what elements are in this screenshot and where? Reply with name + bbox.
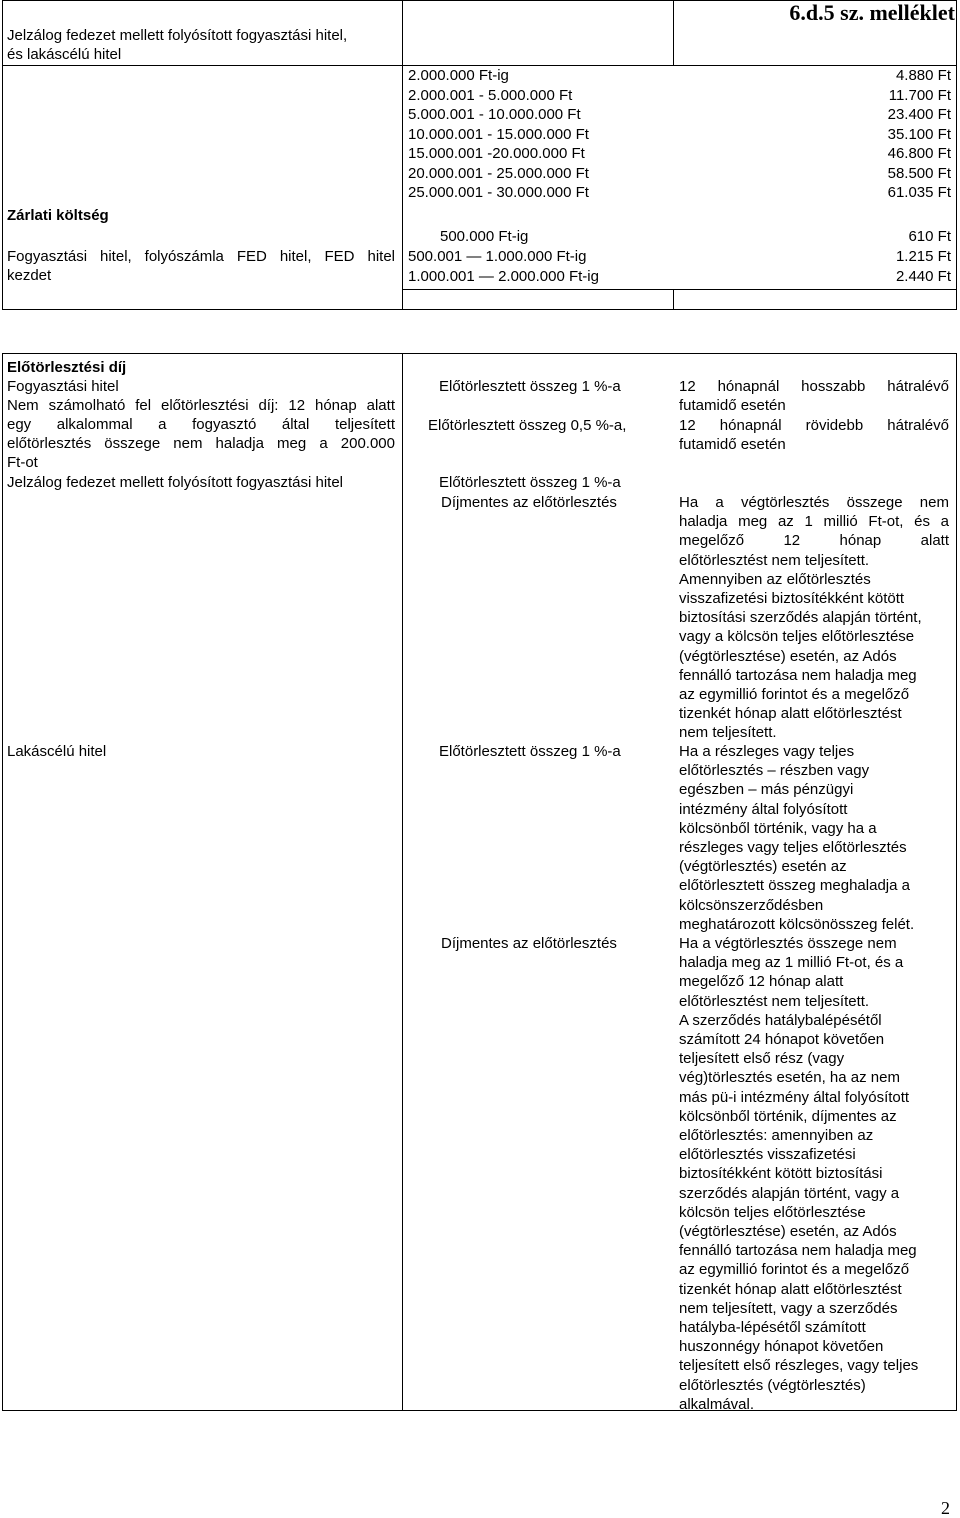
condition-line: előtörlesztés: amennyiben az <box>679 1127 874 1144</box>
condition-line: kölcsönből történik, vagy ha a <box>679 819 877 837</box>
fee-range: 500.000 Ft-ig <box>440 228 529 245</box>
condition-line: vagy a kölcsön teljes előtörlesztése <box>679 628 915 646</box>
fee-range: 1.000.001 — 2.000.000 Ft-ig <box>408 268 599 285</box>
annex-title: 6.d.5 sz. melléklet <box>789 0 955 25</box>
consumer-note-4: Ft-ot <box>7 454 38 471</box>
condition-line: előtörlesztést nem teljesített. <box>679 992 870 1010</box>
condition-line: tizenkét hónap alatt előtörlesztést <box>679 705 902 723</box>
consumer-note-3: előtörlesztés összege nem haladja meg a 200.000 <box>7 435 395 452</box>
consumer-cond-2-b: futamidő esetén <box>679 436 786 453</box>
condition-line: nem teljesített, vagy a szerződés <box>679 1299 898 1317</box>
consumer-fee-1: Előtörlesztett összeg 1 %-a <box>439 378 621 395</box>
fee-amount: 11.700 Ft <box>888 86 951 104</box>
condition-line: (végtörlesztése) esetén, az Adós <box>679 647 897 665</box>
condition-line: az egymillió forintot és a megelőző <box>679 1261 910 1279</box>
consumer-closing-title-1: Fogyasztási hitel, folyószámla FED hitel, FED hitel <box>7 248 395 265</box>
condition-line: teljesített első rész (vagy <box>679 1050 845 1068</box>
table-border <box>956 0 957 310</box>
fee-amount: 35.100 Ft <box>887 125 951 143</box>
fee-range: 25.000.001 - 30.000.000 Ft <box>408 184 589 201</box>
table-border <box>2 0 3 310</box>
condition-line: A szerződés hatálybalépésétől <box>679 1011 882 1029</box>
condition-line: Ha a végtörlesztés összege nem <box>679 494 949 511</box>
closing-cost-heading: Zárlati költség <box>7 207 109 224</box>
page-number: 2 <box>941 1498 950 1518</box>
condition-line: előtörlesztés – részben vagy <box>679 762 870 780</box>
condition-line: előtörlesztés visszafizetési <box>679 1146 856 1164</box>
mortgage-closing-title-2: és lakáscélú hitel <box>7 46 122 63</box>
consumer-note-2: egy alkalommal a fogyasztó által teljesített <box>7 416 395 433</box>
condition-line: intézmény által folyósított <box>679 800 848 818</box>
consumer-cond-2-a: 12 hónapnál rövidebb hátralévő <box>679 417 949 434</box>
fee-range: 15.000.001 -20.000.000 Ft <box>408 145 585 162</box>
condition-line: kölcsönből történik, díjmentes az <box>679 1107 897 1125</box>
condition-line: más pü-i intézmény által folyósított <box>679 1088 910 1106</box>
fee-range: 20.000.001 - 25.000.000 Ft <box>408 164 589 182</box>
mortgage-closing-title-1: Jelzálog fedezet mellett folyósított fogyasztási hitel, <box>7 27 348 44</box>
condition-line: Amennyiben az előtörlesztés <box>679 570 871 588</box>
condition-line: szerződés alapján történt, vagy a <box>679 1184 900 1202</box>
mortgage-fee: Előtörlesztett összeg 1 %-a <box>439 474 621 491</box>
fee-range: 2.000.000 Ft-ig <box>408 67 509 84</box>
prepayment-heading: Előtörlesztési díj <box>7 359 127 376</box>
condition-line: megelőző 12 hónap alatt <box>679 973 844 991</box>
fee-amount: 58.500 Ft <box>887 164 951 182</box>
table-border <box>2 353 957 354</box>
consumer-cond-1-a: 12 hónapnál hosszabb hátralévő <box>679 378 949 395</box>
consumer-loan-label: Fogyasztási hitel <box>7 378 119 395</box>
condition-line: tizenkét hónap alatt előtörlesztést <box>679 1280 902 1298</box>
table-border <box>673 289 674 310</box>
fee-range: 10.000.001 - 15.000.000 Ft <box>408 125 589 143</box>
fee-range: 2.000.001 - 5.000.000 Ft <box>408 86 573 104</box>
consumer-note-1: Nem számolható fel előtörlesztési díj: 12 hónap alatt <box>7 397 395 414</box>
condition-line: teljesített első részleges, vagy teljes <box>679 1357 919 1375</box>
housing-fee: Előtörlesztett összeg 1 %-a <box>439 743 621 760</box>
table-border <box>2 353 3 1411</box>
condition-line: (végtörlesztése) esetén, az Adós <box>679 1223 897 1240</box>
table-border <box>402 0 403 310</box>
consumer-cond-1-b: futamidő esetén <box>679 397 786 414</box>
table-border <box>403 289 956 290</box>
condition-line: fennálló tartozása nem haladja meg <box>679 1242 917 1260</box>
condition-line: biztosítási szerződés alapján történt, <box>679 609 922 627</box>
table-border <box>956 353 957 1411</box>
condition-line: megelőző 12 hónap alatt <box>679 532 949 550</box>
mortgage-free: Díjmentes az előtörlesztés <box>441 494 617 511</box>
condition-line: előtörlesztett összeg meghaladja a <box>679 877 910 895</box>
table-border <box>2 1410 957 1411</box>
fee-amount: 4.880 Ft <box>895 67 951 84</box>
table-border <box>673 0 674 66</box>
fee-amount: 61.035 Ft <box>887 184 951 201</box>
fee-range: 5.000.001 - 10.000.000 Ft <box>408 106 581 123</box>
consumer-fee-2: Előtörlesztett összeg 0,5 %-a, <box>428 417 627 434</box>
condition-line: meghatározott kölcsönösszeg felét. <box>679 915 915 933</box>
housing-loan-label: Lakáscélú hitel <box>7 743 107 760</box>
condition-line: számított 24 hónapot követően <box>679 1031 885 1048</box>
condition-line: Ha a részleges vagy teljes <box>679 743 855 760</box>
condition-line: hatályba-lépésétől számított <box>679 1319 866 1336</box>
housing-free: Díjmentes az előtörlesztés <box>441 935 617 952</box>
condition-line: részleges vagy teljes előtörlesztés <box>679 839 907 856</box>
condition-line: fennálló tartozása nem haladja meg <box>679 666 917 684</box>
condition-line: (végtörlesztés) esetén az <box>679 858 847 876</box>
condition-line: előtörlesztés (végtörlesztés) <box>679 1376 866 1394</box>
consumer-closing-title-2: kezdet <box>7 267 52 284</box>
fee-amount: 46.800 Ft <box>887 145 951 162</box>
condition-line: Ha a végtörlesztés összege nem <box>679 935 897 952</box>
fee-amount: 23.400 Ft <box>887 106 951 123</box>
condition-line: alkalmával. <box>679 1395 755 1413</box>
condition-line: visszafizetési biztosítékként kötött <box>679 590 905 607</box>
fee-range: 500.001 — 1.000.000 Ft-ig <box>408 248 587 265</box>
fee-amount: 610 Ft <box>908 228 951 245</box>
fee-amount: 2.440 Ft <box>895 268 951 285</box>
condition-line: az egymillió forintot és a megelőző <box>679 686 910 703</box>
condition-line: előtörlesztést nem teljesített. <box>679 551 870 569</box>
fee-amount: 1.215 Ft <box>895 248 951 265</box>
condition-line: kölcsön teljes előtörlesztése <box>679 1203 866 1221</box>
condition-line: vég)törlesztés esetén, ha az nem <box>679 1069 900 1087</box>
condition-line: haladja meg az 1 millió Ft-ot, és a <box>679 954 904 972</box>
condition-line: nem teljesített. <box>679 724 777 742</box>
condition-line: haladja meg az 1 millió Ft-ot, és a <box>679 513 949 531</box>
table-border <box>402 353 403 1411</box>
condition-line: egészben – más pénzügyi <box>679 781 854 799</box>
condition-line: kölcsönszerződésben <box>679 896 824 914</box>
mortgage-loan-label: Jelzálog fedezet mellett folyósított fogyasztási hitel <box>7 474 344 491</box>
condition-line: huszonnégy hónapot követően <box>679 1338 884 1356</box>
table-border <box>2 309 957 310</box>
condition-line: biztosítékként kötött biztosítási <box>679 1165 883 1183</box>
